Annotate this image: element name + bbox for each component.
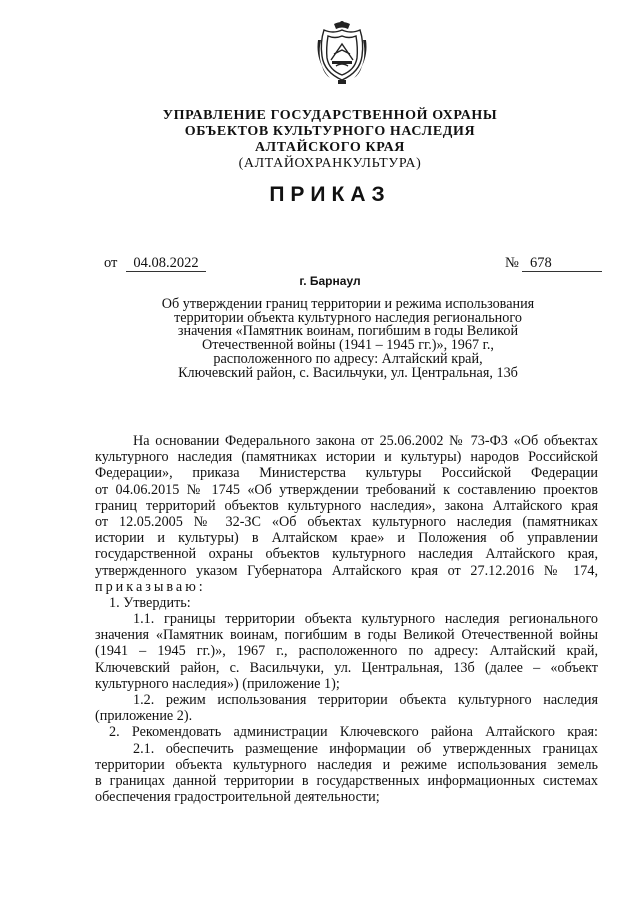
subject-line: Ключевский район, с. Васильчуки, ул. Центральная, 13б: [178, 364, 518, 381]
body-line: государственной охраны объектов культурного наследия Алтайского края,: [95, 546, 598, 563]
subject-line: территории объекта культурного наследия регионального: [174, 309, 522, 326]
org-name-line-3: АЛТАЙСКОГО КРАЯ: [254, 140, 406, 155]
body-line: в границах данной территории в государственных информационных системах: [95, 772, 598, 789]
body-line: культурного наследия») (приложение 1);: [95, 675, 340, 692]
number-prefix: №: [505, 255, 519, 271]
body-line: территории объекта культурного наследия и режиме использования земель: [95, 756, 598, 773]
body-line: утвержденного указом Губернатора Алтайского края от 27.12.2016 № 174,: [95, 562, 598, 579]
clause-1-1: 1.1. границы территории объекта культурного наследия регионального: [133, 611, 598, 628]
body-line: от 12.05.2005 № 32-ЗС «Об объектах культурного наследия (памятниках: [95, 513, 598, 530]
body-line-order-verb: приказываю:: [95, 578, 206, 595]
clause-1: 1. Утвердить:: [109, 594, 191, 611]
coat-of-arms-emblem: [314, 20, 370, 86]
document-type-title: ПРИКАЗ: [269, 183, 391, 206]
subject-line: расположенного по адресу: Алтайский край,: [213, 350, 483, 367]
subject-line: Отечественной войны (1941 – 1945 гг.)», 1967 г.,: [202, 337, 494, 354]
clause-2: 2. Рекомендовать администрации Ключевского района Алтайского края:: [109, 724, 598, 741]
body-line: (1941 – 1945 гг.)», 1967 г., расположенного по адресу: Алтайский край,: [95, 643, 598, 660]
org-short-name: (АЛТАЙОХРАНКУЛЬТУРА): [238, 156, 422, 171]
body-line: Ключевский район, с. Васильчуки, ул. Центральная, 13б (далее – «объект: [95, 659, 598, 676]
order-number: 678: [522, 255, 602, 272]
order-date: 04.08.2022: [126, 255, 206, 272]
body-line: культурного наследия (памятниках истории и культуры) народов Российской: [95, 449, 598, 466]
subject-line: значения «Памятник воинам, погибшим в годы Великой: [177, 323, 519, 340]
body-line: границ территорий объектов культурного наследия», закона Алтайского края: [95, 497, 598, 514]
order-subject: [138, 298, 558, 380]
order-body: [95, 433, 598, 805]
body-line: обеспечения градостроительной деятельности;: [95, 789, 380, 806]
body-line: истории и культуры) в Алтайском крае» и Положения об управлении: [95, 530, 598, 547]
clause-1-2: 1.2. режим использования территории объекта культурного наследия: [133, 692, 598, 708]
org-name-line-1: УПРАВЛЕНИЕ ГОСУДАРСТВЕННОЙ ОХРАНЫ: [162, 108, 498, 123]
org-name-line-2: ОБЪЕКТОВ КУЛЬТУРНОГО НАСЛЕДИЯ: [184, 124, 476, 139]
body-line: На основании Федерального закона от 25.06.2002 № 73-ФЗ «Об объектах: [133, 433, 598, 449]
clause-2-1: 2.1. обеспечить размещение информации об утвержденных границах: [133, 740, 598, 757]
date-prefix: от: [104, 255, 118, 271]
body-line: (приложение 2).: [95, 708, 193, 725]
subject-line: Об утверждении границ территории и режима использования: [161, 296, 535, 312]
body-line: Федерации», приказа Министерства культуры Российской Федерации: [95, 465, 598, 482]
body-line: значения «Памятник воинам, погибшим в годы Великой Отечественной войны: [95, 627, 598, 644]
body-line: от 04.06.2015 № 1745 «Об утверждении требований к составлению проектов: [95, 481, 598, 498]
city-name: г. Барнаул: [299, 274, 361, 288]
